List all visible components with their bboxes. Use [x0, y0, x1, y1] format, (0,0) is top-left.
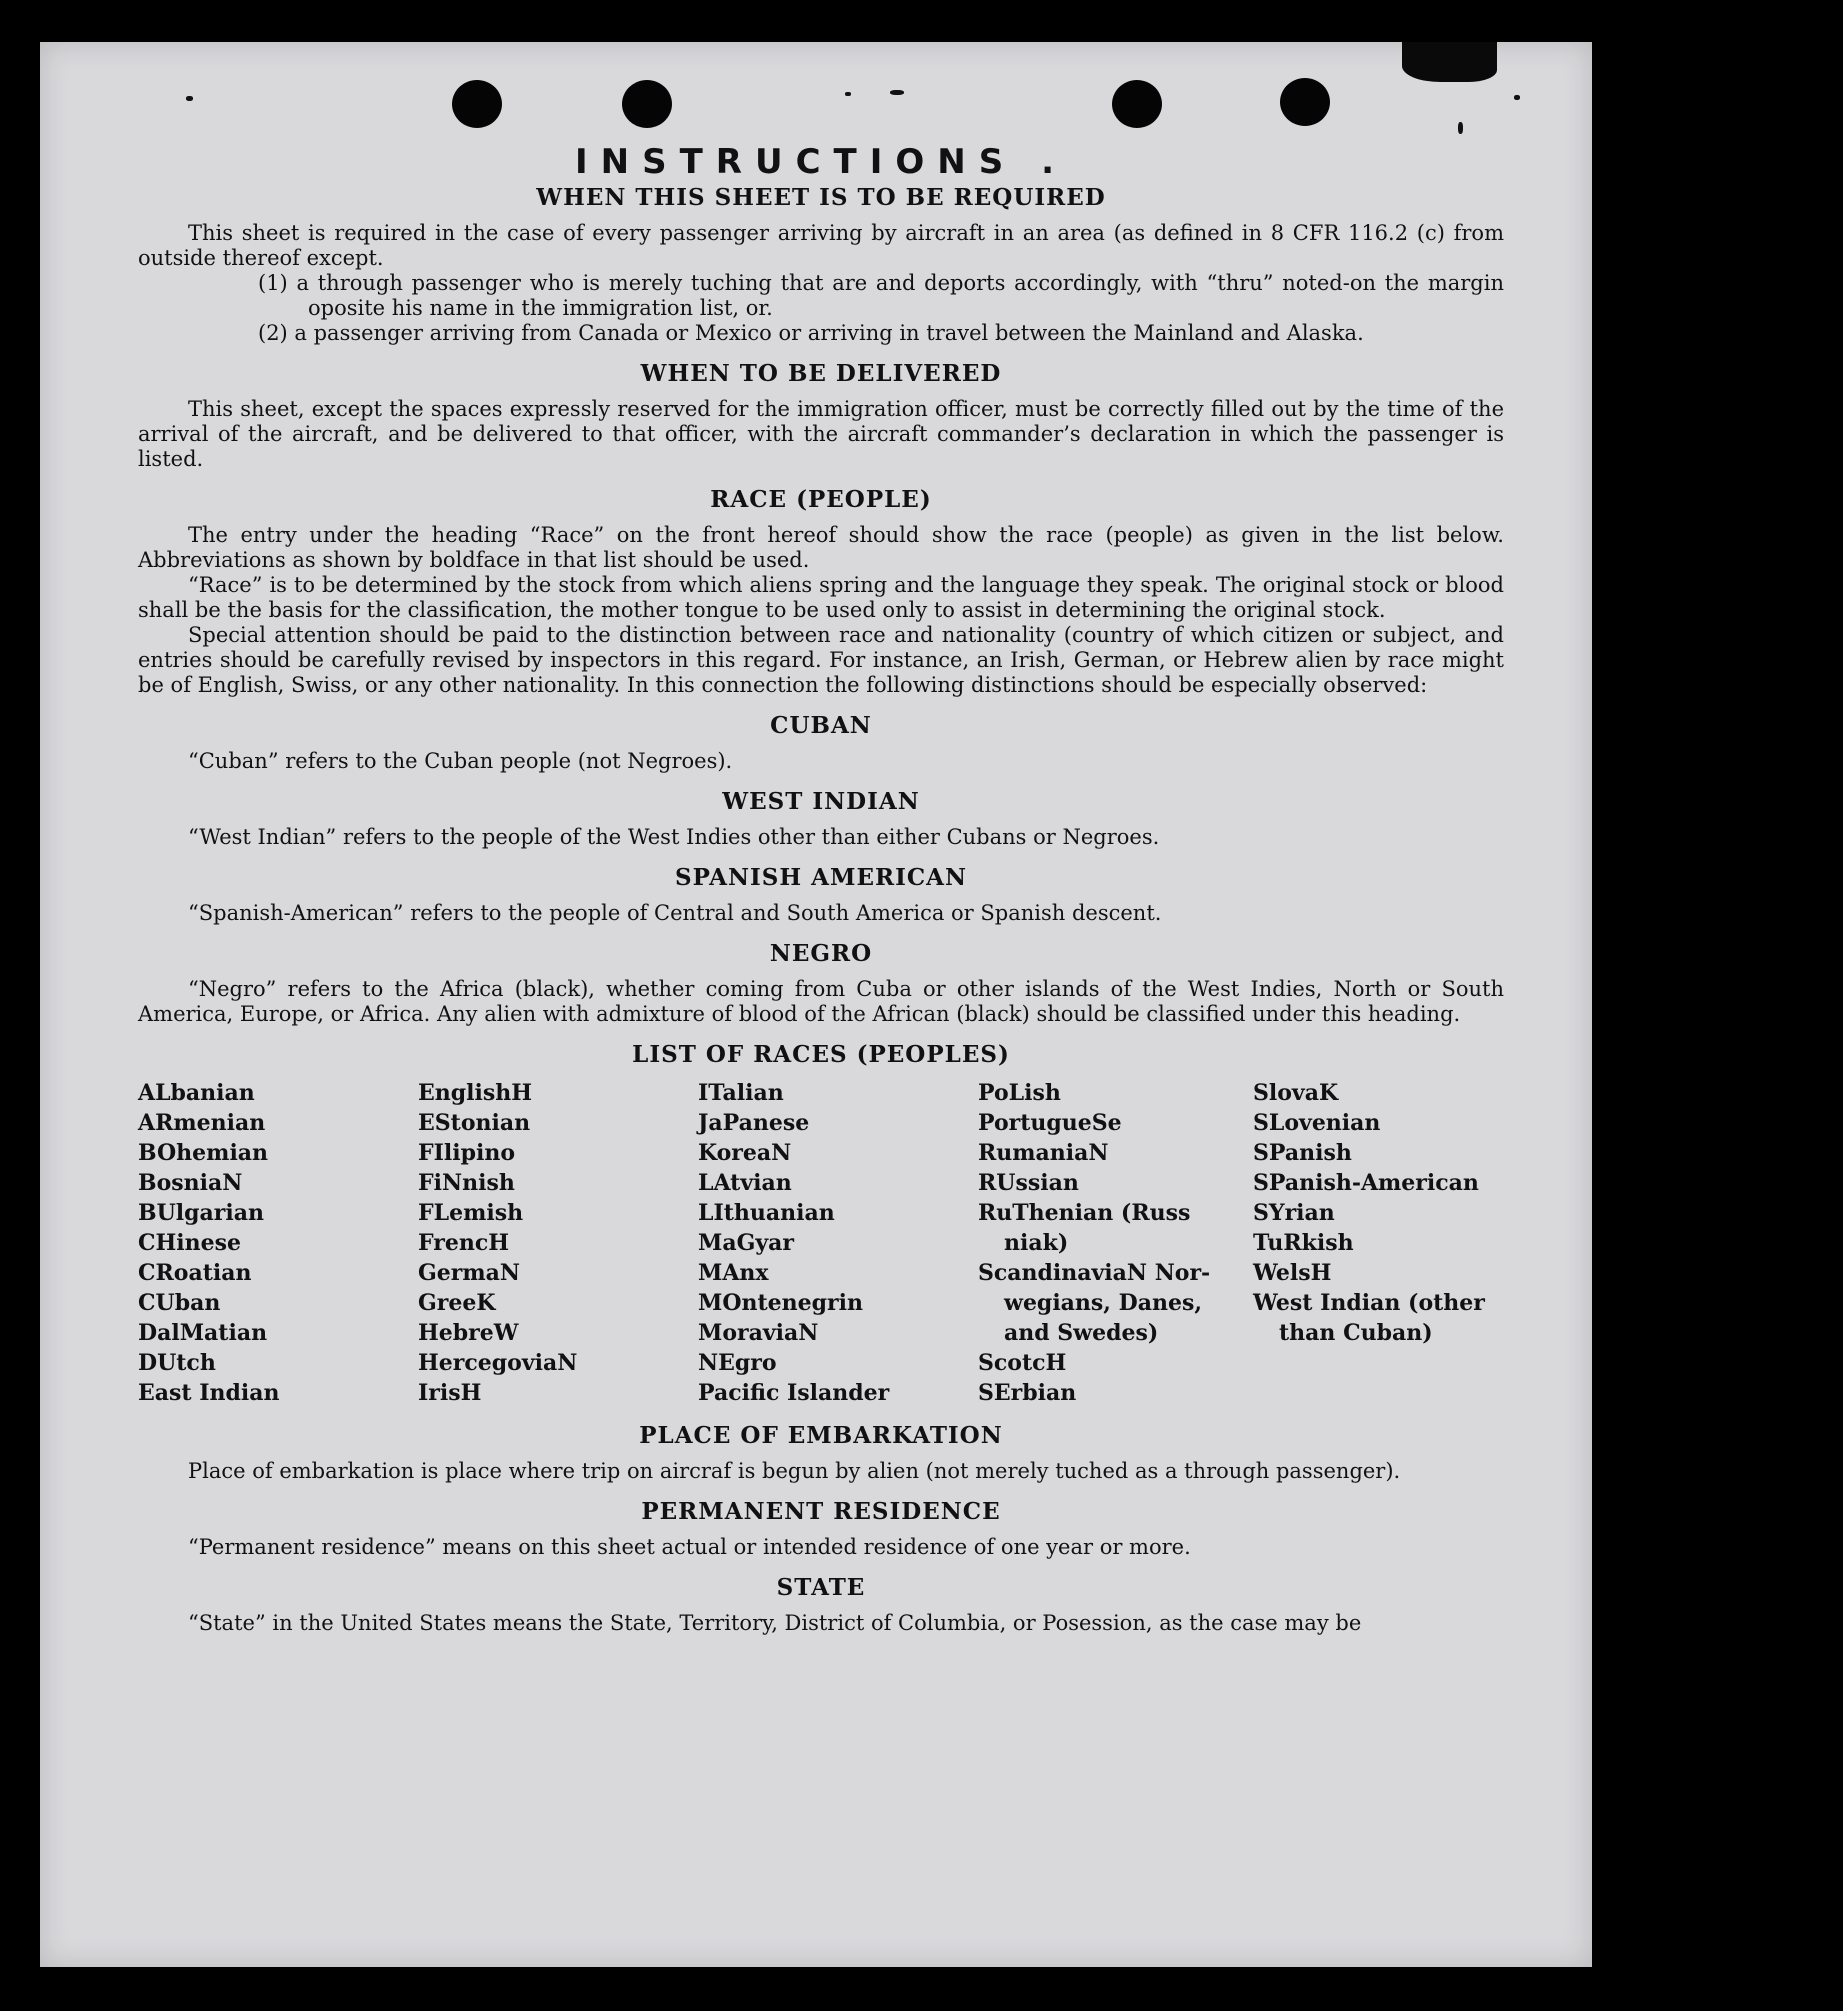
race-item: RumaniaN	[978, 1140, 1109, 1166]
speck	[845, 92, 851, 96]
heading-when-delivered: WHEN TO BE DELIVERED	[640, 360, 1002, 387]
punch-hole	[452, 80, 502, 128]
speck	[186, 96, 193, 101]
race-item: Pacific Islander	[698, 1380, 890, 1406]
heading-list-of-races: LIST OF RACES (PEOPLES)	[632, 1041, 1010, 1068]
heading-spanish-american: SPANISH AMERICAN	[674, 864, 968, 891]
race-item: JaPanese	[698, 1110, 810, 1136]
race-item: MOntenegrin	[698, 1290, 863, 1316]
race-item: SErbian	[978, 1380, 1077, 1406]
race-item: FLemish	[418, 1200, 524, 1226]
paragraph: “Permanent residence” means on this sheet actual or intended residence of one year or more.	[188, 1535, 1191, 1559]
race-item: DUtch	[138, 1350, 216, 1376]
paragraph: “Spanish-American” refers to the people of Central and South America or Spanish descent.	[188, 901, 1162, 925]
race-item: East Indian	[138, 1380, 280, 1406]
race-item: GermaN	[418, 1260, 521, 1286]
race-item: TuRkish	[1253, 1230, 1354, 1256]
paragraph: Place of embarkation is place where trip on aircraf is begun by alien (not merely tuched as a through passenger).	[188, 1459, 1401, 1483]
heading-negro: NEGRO	[769, 940, 873, 967]
race-item: LIthuanian	[698, 1200, 835, 1226]
race-item: CRoatian	[138, 1260, 252, 1286]
race-column	[138, 1078, 418, 1408]
race-item: ScandinaviaN Nor-	[978, 1260, 1211, 1286]
race-item: SlovaK	[1253, 1080, 1339, 1106]
punch-hole	[1112, 80, 1162, 128]
race-item: DalMatian	[138, 1320, 268, 1346]
paragraph: The entry under the heading “Race” on the front hereof should show the race (people) as given in the list below. Abbreviations as shown by boldface in that list should be used.	[138, 523, 1504, 572]
punch-hole	[622, 80, 672, 128]
race-item: SLovenian	[1253, 1110, 1381, 1136]
race-item: LAtvian	[698, 1170, 792, 1196]
speck	[890, 90, 904, 95]
race-item: FrencH	[418, 1230, 509, 1256]
race-item: ALbanian	[138, 1080, 255, 1106]
race-item: EnglishH	[418, 1080, 533, 1106]
race-item: IrisH	[418, 1380, 482, 1406]
race-item: MAnx	[698, 1260, 769, 1286]
race-item: BUlgarian	[138, 1200, 264, 1226]
document-sheet	[40, 42, 1592, 1967]
race-item: ITalian	[698, 1080, 784, 1106]
heading-permanent-residence: PERMANENT RESIDENCE	[641, 1498, 1001, 1525]
race-item: NEgro	[698, 1350, 777, 1376]
heading-state: STATE	[776, 1574, 866, 1601]
race-item-continuation: than Cuban)	[1279, 1320, 1433, 1346]
race-item: MoraviaN	[698, 1320, 819, 1346]
paragraph: Special attention should be paid to the distinction between race and nationality (country of which citizen or subject, and entries should be carefully revised by inspectors in this regard. For instance, an Irish, German, or Hebrew alien by race might be of English, Swiss, or any other nationality. In this connection the following distinctions should be especially observed:	[138, 623, 1504, 697]
race-list	[138, 1078, 1504, 1408]
ink-blot	[1402, 42, 1497, 82]
heading-when-required: WHEN THIS SHEET IS TO BE REQUIRED	[536, 184, 1106, 211]
paragraph: This sheet, except the spaces expressly reserved for the immigration officer, must be correctly filled out by the time of the arrival of the aircraft, and be delivered to that officer, with the aircraft commander’s declaration in which the passenger is listed.	[138, 397, 1504, 471]
document-body	[138, 142, 1504, 1636]
paragraph: “West Indian” refers to the people of the West Indies other than either Cubans or Negroes.	[188, 825, 1160, 849]
race-item: RUssian	[978, 1170, 1079, 1196]
race-item: CUban	[138, 1290, 221, 1316]
race-item: KoreaN	[698, 1140, 792, 1166]
race-item: BOhemian	[138, 1140, 269, 1166]
paragraph: “Negro” refers to the Africa (black), whether coming from Cuba or other islands of the West Indies, North or South America, Europe, or Africa. Any alien with admixture of blood of the African (black) should be classified under this heading.	[138, 977, 1504, 1026]
paragraph: This sheet is required in the case of every passenger arriving by aircraft in an area (as defined in 8 CFR 116.2 (c) from outside thereof except.	[138, 221, 1504, 270]
race-item: SPanish	[1253, 1140, 1352, 1166]
exception-item-1: (1) a through passenger who is merely tuching that are and deports accordingly, with “thru” noted-on the margin oposite his name in the immigration list, or.	[258, 271, 1504, 320]
race-item: HebreW	[418, 1320, 519, 1346]
race-item: SYrian	[1253, 1200, 1335, 1226]
punch-hole	[1280, 78, 1330, 126]
race-item: PortugueSe	[978, 1110, 1122, 1136]
race-item: ScotcH	[978, 1350, 1067, 1376]
paragraph: “Cuban” refers to the Cuban people (not Negroes).	[188, 749, 733, 773]
race-item: ARmenian	[138, 1110, 266, 1136]
race-column	[698, 1078, 978, 1408]
race-item: HercegoviaN	[418, 1350, 578, 1376]
race-item: GreeK	[418, 1290, 496, 1316]
race-item: CHinese	[138, 1230, 242, 1256]
race-item: PoLish	[978, 1080, 1061, 1106]
race-item: EStonian	[418, 1110, 531, 1136]
heading-embarkation: PLACE OF EMBARKATION	[639, 1422, 1003, 1449]
race-item-continuation: and Swedes)	[1004, 1320, 1159, 1346]
paragraph: “Race” is to be determined by the stock from which aliens spring and the language they speak. The original stock or blood shall be the basis for the classification, the mother tongue to be used only to assist in determining the original stock.	[138, 573, 1504, 622]
race-item: West Indian (other	[1253, 1290, 1485, 1316]
heading-race: RACE (PEOPLE)	[710, 486, 932, 513]
race-item-continuation: niak)	[1004, 1230, 1069, 1256]
heading-cuban: CUBAN	[770, 712, 872, 739]
speck	[1514, 95, 1520, 100]
exception-item-2: (2) a passenger arriving from Canada or Mexico or arriving in travel between the Mainland and Alaska.	[258, 321, 1364, 345]
race-column	[418, 1078, 698, 1408]
race-item: RuThenian (Russ	[978, 1200, 1191, 1226]
heading-west-indian: WEST INDIAN	[722, 788, 920, 815]
race-item: MaGyar	[698, 1230, 795, 1256]
race-item: FIlipino	[418, 1140, 516, 1166]
speck	[1458, 122, 1463, 134]
page-title: INSTRUCTIONS .	[575, 142, 1067, 182]
paragraph: “State” in the United States means the State, Territory, District of Columbia, or Posession, as the case may be	[188, 1611, 1362, 1635]
race-item: SPanish-American	[1253, 1170, 1479, 1196]
race-item: WelsH	[1253, 1260, 1332, 1286]
race-item: FiNnish	[418, 1170, 515, 1196]
race-column	[978, 1078, 1253, 1408]
race-column	[1253, 1078, 1513, 1408]
race-item-continuation: wegians, Danes,	[1004, 1290, 1202, 1316]
race-item: BosniaN	[138, 1170, 243, 1196]
